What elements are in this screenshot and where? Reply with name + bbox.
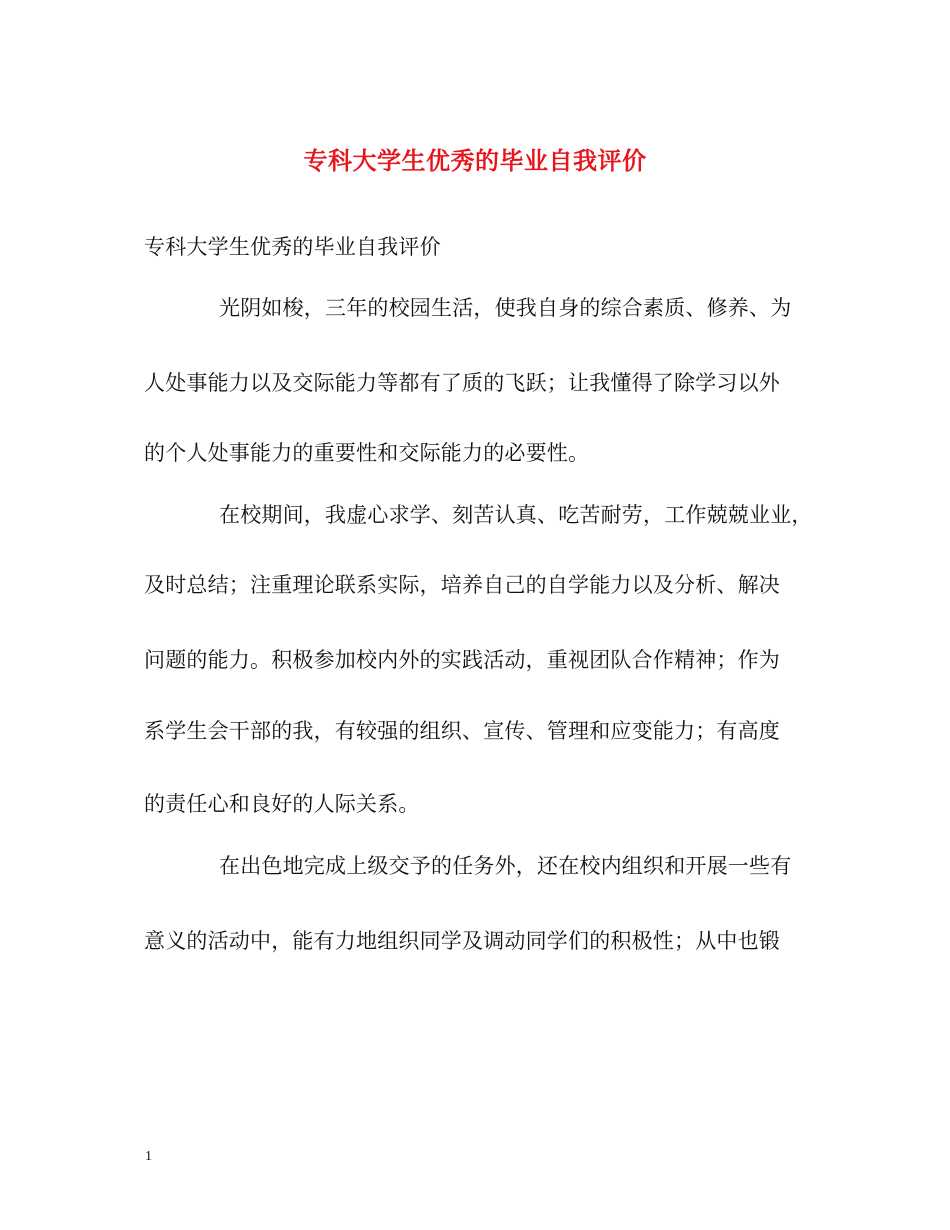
document-subtitle: 专科大学生优秀的毕业自我评价 — [144, 235, 441, 259]
paragraph-2-line-2: 及时总结；注重理论联系实际，培养自己的自学能力以及分析、解决 — [144, 573, 780, 597]
paragraph-2-line-1: 在校期间，我虚心求学、刻苦认真、吃苦耐劳，工作兢兢业业， — [219, 503, 813, 527]
document-title: 专科大学生优秀的毕业自我评价 — [303, 146, 647, 175]
paragraph-2-line-3: 问题的能力。积极参加校内外的实践活动，重视团队合作精神；作为 — [144, 648, 780, 672]
paragraph-2-line-5: 的责任心和良好的人际关系。 — [144, 792, 420, 816]
paragraph-1-line-2: 人处事能力以及交际能力等都有了质的飞跃；让我懂得了除学习以外 — [144, 371, 780, 395]
paragraph-3-line-2: 意义的活动中，能有力地组织同学及调动同学们的积极性；从中也锻 — [144, 929, 780, 953]
paragraph-2-line-4: 系学生会干部的我，有较强的组织、宣传、管理和应变能力；有高度 — [144, 719, 780, 743]
paragraph-3-line-1: 在出色地完成上级交予的任务外，还在校内组织和开展一些有 — [219, 854, 792, 878]
paragraph-1-line-3: 的个人处事能力的重要性和交际能力的必要性。 — [144, 441, 590, 465]
paragraph-1-line-1: 光阴如梭，三年的校园生活，使我自身的综合素质、修养、为 — [219, 296, 792, 320]
page-number: 1 — [145, 1149, 152, 1164]
